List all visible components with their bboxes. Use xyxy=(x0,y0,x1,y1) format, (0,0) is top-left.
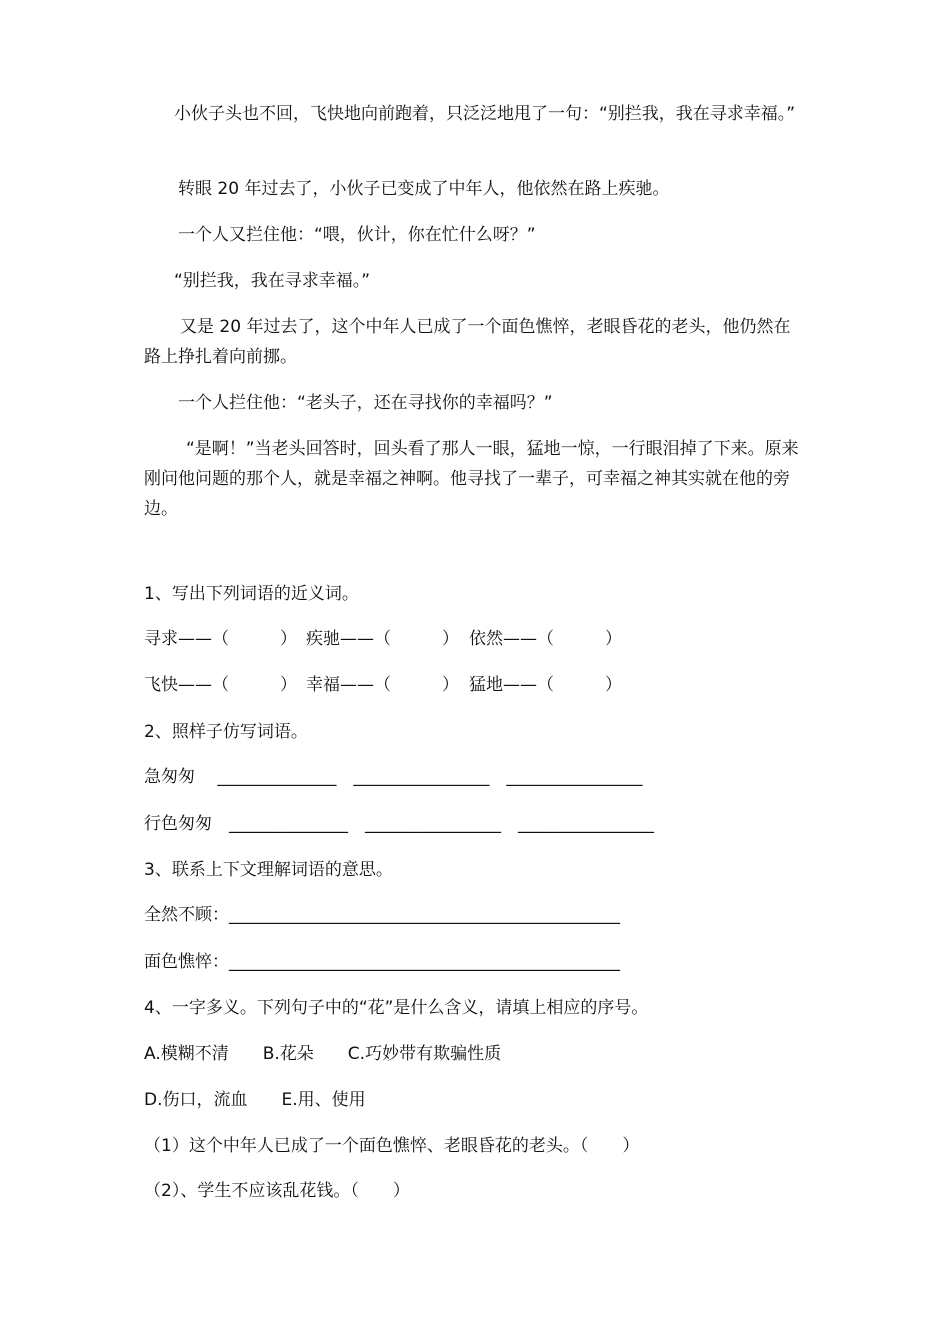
q4-sentence-2: （2）、学生不应该乱花钱。（ ） xyxy=(144,1181,410,1201)
q1-item-xunqiu: 寻求——（ ） xyxy=(144,629,297,649)
q4-sentence-1: （1）这个中年人已成了一个面色憔悴、老眼昏花的老头。（ ） xyxy=(144,1136,640,1156)
story-paragraph-4: “别拦我，我在寻求幸福。” xyxy=(174,271,371,291)
story-paragraph-5: 又是 20 年过去了，这个中年人已成了一个面色憔悴，老眼昏花的老头，他仍然在路上挣扎着向前挪。 xyxy=(144,317,791,367)
question-2-title: 2、照样子仿写词语。 xyxy=(144,722,308,742)
question-4-title: 4、一字多义。下列句子中的“花”是什么含义，请填上相应的序号。 xyxy=(144,998,649,1018)
q2-line-1: 急匆匆 ______________ ________________ ________________ xyxy=(144,767,643,787)
q4-options-2: D.伤口，流血 E.用、使用 xyxy=(144,1090,366,1110)
q2-line-2: 行色匆匆 ______________ ________________ ________________ xyxy=(144,814,654,834)
q1-item-yiran: 依然——（ ） xyxy=(469,629,622,649)
question-1-title: 1、写出下列词语的近义词。 xyxy=(144,584,359,604)
q3-line-1: 全然不顾：______________________________________________ xyxy=(144,905,620,925)
q3-line-2: 面色憔悴：______________________________________________ xyxy=(144,952,620,972)
story-paragraph-7: “是啊！”当老头回答时，回头看了那人一眼，猛地一惊，一行眼泪掉了下来。原来刚问他问题的那个人，就是幸福之神啊。他寻找了一辈子，可幸福之神其实就在他的旁边。 xyxy=(144,439,799,519)
story-paragraph-6: 一个人拦住他：“老头子，还在寻找你的幸福吗？” xyxy=(178,393,553,413)
story-paragraph-1: 小伙子头也不回，飞快地向前跑着，只泛泛地甩了一句：“别拦我，我在寻求幸福。” xyxy=(174,104,796,124)
story-paragraph-2: 转眼 20 年过去了，小伙子已变成了中年人，他依然在路上疾驰。 xyxy=(178,179,670,199)
q1-item-xingfu: 幸福——（ ） xyxy=(306,675,459,695)
q1-item-feikuai: 飞快——（ ） xyxy=(144,675,297,695)
q1-item-mengde: 猛地——（ ） xyxy=(469,675,622,695)
q4-options-1: A.模糊不清 B.花朵 C.巧妙带有欺骗性质 xyxy=(144,1044,502,1064)
story-paragraph-3: 一个人又拦住他：“喂，伙计，你在忙什么呀？” xyxy=(178,225,536,245)
question-3-title: 3、联系上下文理解词语的意思。 xyxy=(144,860,393,880)
q1-item-jichi: 疾驰——（ ） xyxy=(306,629,459,649)
